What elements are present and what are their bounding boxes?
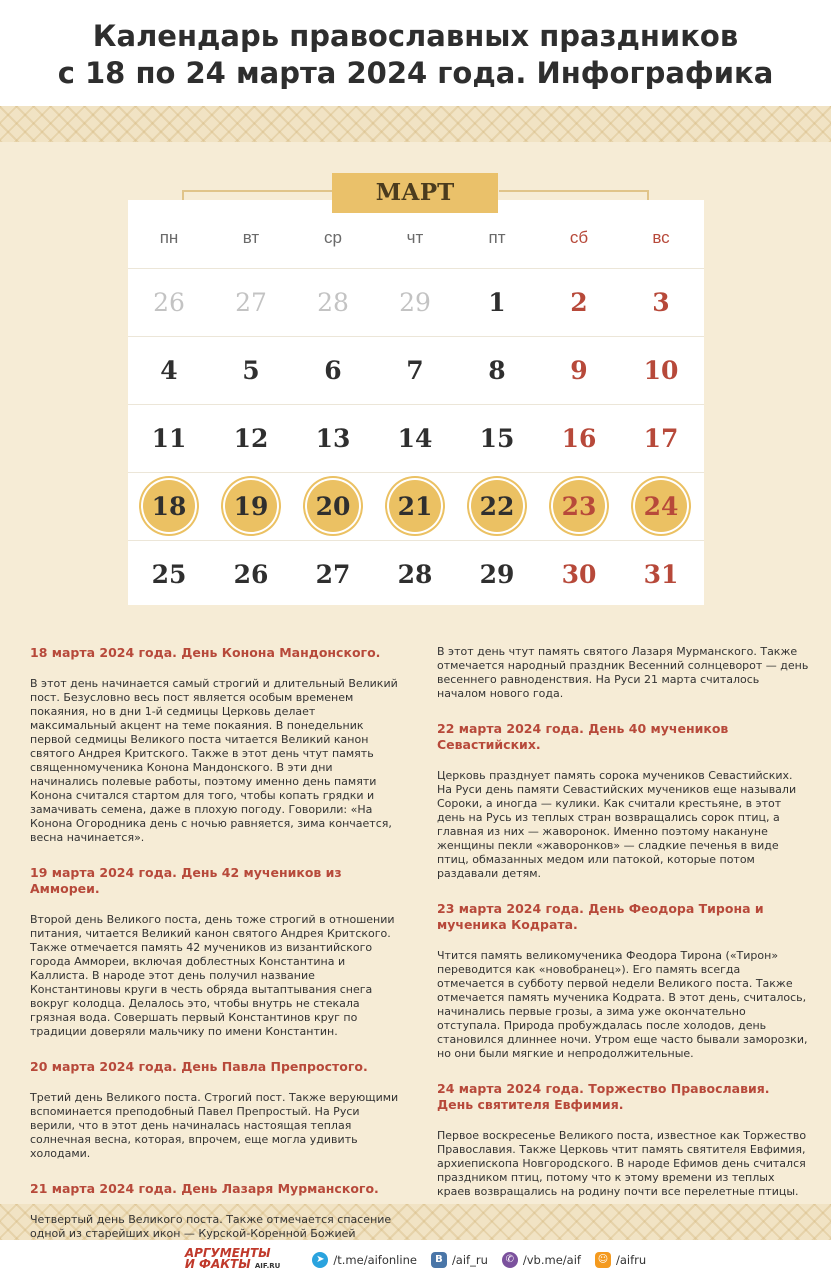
day-number: 15 bbox=[479, 423, 515, 453]
calendar-week-row bbox=[128, 336, 704, 404]
day-number: 27 bbox=[235, 287, 267, 317]
holiday-entry bbox=[437, 721, 809, 881]
vk-icon: B bbox=[431, 1252, 447, 1268]
entry-title: 18 марта 2024 года. День Конона Мандонского. bbox=[30, 645, 381, 660]
day-number: 2 bbox=[570, 287, 588, 317]
calendar-day-highlighted bbox=[210, 472, 292, 540]
day-number: 11 bbox=[151, 423, 187, 453]
calendar-day bbox=[456, 336, 538, 404]
social-link-text: /t.me/aifonline bbox=[333, 1253, 417, 1267]
calendar-day-highlighted bbox=[292, 472, 374, 540]
calendar-day bbox=[538, 404, 620, 472]
weekday-label: ср bbox=[324, 228, 342, 247]
day-number: 23 bbox=[561, 491, 597, 521]
day-number: 7 bbox=[406, 355, 424, 385]
calendar-day-highlighted bbox=[620, 472, 702, 540]
entry-text: Второй день Великого поста, день тоже строгий в отношении питания, читается Великий канон святого Андрея Критского. Также отмечается память 42 мучеников из византийского города Аммореи, включая доблестных Константина и Каллиста. В народе этот день получил название Константиновы круги в честь обряда вытаптывания снега вокруг колодца. Делалось это, чтобы внутрь не стекала грязная вода. Совершать первый Константинов круг по традиции доверяли мальчику по имени Константин. bbox=[30, 913, 395, 1038]
day-number: 20 bbox=[315, 491, 351, 521]
day-number: 12 bbox=[233, 423, 269, 453]
calendar-day bbox=[456, 404, 538, 472]
holiday-entry bbox=[30, 865, 402, 1039]
title-line-2: с 18 по 24 марта 2024 года. Инфографика bbox=[57, 56, 774, 90]
calendar-day bbox=[292, 336, 374, 404]
calendar-day bbox=[374, 404, 456, 472]
entry-title: 24 марта 2024 года. Торжество Православия. День святителя Евфимия. bbox=[437, 1081, 770, 1112]
day-number: 3 bbox=[652, 287, 670, 317]
calendar-day bbox=[374, 540, 456, 608]
calendar-grid bbox=[128, 200, 704, 605]
calendar-day bbox=[210, 404, 292, 472]
calendar-week-row bbox=[128, 404, 704, 472]
day-number: 17 bbox=[643, 423, 679, 453]
day-number: 25 bbox=[151, 559, 187, 589]
entry-title: 21 марта 2024 года. День Лазаря Мурманского. bbox=[30, 1181, 379, 1196]
logo-line-2: И ФАКТЫ AIF.RU bbox=[184, 1257, 281, 1271]
day-number: 9 bbox=[570, 355, 588, 385]
entry-text: Чтится память великомученика Феодора Тирона («Тирон» переводится как «новобранец»). Его память всегда отмечается в субботу первой недели Великого поста. Также отмечается память мученика Кодрата. В этот день, считалось, начинались первые грозы, а зима уже окончательно отступала. Природа пробуждалась после холодов, день становился длиннее ночи. Утром еще часто бывали заморозки, но они были мягкие и непродолжительные. bbox=[437, 949, 808, 1060]
calendar-day bbox=[128, 540, 210, 608]
month-banner: МАРТ bbox=[332, 173, 498, 213]
calendar-day bbox=[620, 268, 702, 336]
calendar-day bbox=[128, 268, 210, 336]
calendar-day-highlighted bbox=[374, 472, 456, 540]
calendar-day-highlighted bbox=[538, 472, 620, 540]
calendar-day bbox=[538, 268, 620, 336]
calendar-day bbox=[292, 404, 374, 472]
day-number: 31 bbox=[643, 559, 679, 589]
weekday-label: сб bbox=[569, 228, 589, 247]
calendar-week-row bbox=[128, 268, 704, 336]
entry-title: 23 марта 2024 года. День Феодора Тирона и мученика Кодрата. bbox=[437, 901, 764, 932]
day-number: 19 bbox=[233, 491, 269, 521]
holiday-entry bbox=[30, 645, 402, 845]
holiday-entry bbox=[437, 901, 809, 1061]
entry-text: Первое воскресенье Великого поста, известное как Торжество Православия. Также Церковь чтит память святителя Евфимия, архиепископа Новгородского. В народе Ефимов день считался праздником птиц, потому что к этому времени из теплых краев возвращались на родину почти все перелетные птицы. bbox=[437, 1129, 807, 1198]
day-number: 8 bbox=[488, 355, 506, 385]
entry-title: 19 марта 2024 года. День 42 мучеников из Аммореи. bbox=[30, 865, 342, 896]
day-number: 27 bbox=[315, 559, 351, 589]
page-title bbox=[0, 18, 831, 92]
social-link-telegram[interactable] bbox=[312, 1252, 417, 1268]
ornament-border-top bbox=[0, 106, 831, 142]
weekday-label: вт bbox=[242, 228, 260, 247]
telegram-icon: ➤ bbox=[312, 1252, 328, 1268]
day-number: 24 bbox=[643, 491, 679, 521]
calendar-day bbox=[210, 336, 292, 404]
calendar-day bbox=[538, 540, 620, 608]
social-link-viber[interactable] bbox=[502, 1252, 581, 1268]
text-column-left bbox=[30, 645, 402, 1275]
viber-icon: ✆ bbox=[502, 1252, 518, 1268]
entry-text: Третий день Великого поста. Строгий пост. Также верующими вспоминается преподобный Павел Препростый. На Руси верили, что в этот день начиналась настоящая теплая солнечная весна, которая, впрочем, еще могла удивить холодами. bbox=[30, 1091, 399, 1160]
social-link-vk[interactable] bbox=[431, 1252, 488, 1268]
social-link-text: /vb.me/aif bbox=[522, 1253, 581, 1267]
day-number: 16 bbox=[561, 423, 597, 453]
weekday-header bbox=[128, 228, 704, 258]
day-number: 28 bbox=[317, 287, 349, 317]
calendar-day bbox=[620, 540, 702, 608]
weekday-label: вс bbox=[652, 228, 670, 247]
calendar-day bbox=[374, 268, 456, 336]
calendar-week-row bbox=[128, 472, 704, 540]
aif-logo[interactable] bbox=[185, 1248, 281, 1272]
day-number: 22 bbox=[479, 491, 515, 521]
day-number: 14 bbox=[397, 423, 433, 453]
day-number: 1 bbox=[488, 287, 506, 317]
calendar-day bbox=[620, 336, 702, 404]
day-number: 30 bbox=[561, 559, 597, 589]
calendar-day bbox=[538, 336, 620, 404]
social-link-text: /aifru bbox=[615, 1253, 647, 1267]
weekday-label: пт bbox=[488, 228, 506, 247]
entry-title: 20 марта 2024 года. День Павла Препростого. bbox=[30, 1059, 368, 1074]
calendar-day bbox=[456, 268, 538, 336]
day-number: 4 bbox=[160, 355, 178, 385]
day-number: 5 bbox=[242, 355, 260, 385]
holiday-entry bbox=[437, 1081, 809, 1199]
logo-line-1: АРГУМЕНТЫ bbox=[184, 1246, 271, 1260]
social-link-ok[interactable] bbox=[595, 1252, 646, 1268]
social-link-text: /aif_ru bbox=[451, 1253, 488, 1267]
day-number: 18 bbox=[151, 491, 187, 521]
day-number: 6 bbox=[324, 355, 342, 385]
entry-title: 22 марта 2024 года. День 40 мучеников Севастийских. bbox=[437, 721, 729, 752]
calendar-day-highlighted bbox=[456, 472, 538, 540]
odnoklassniki-icon: ☺ bbox=[595, 1252, 611, 1268]
day-number: 26 bbox=[153, 287, 185, 317]
calendar-day bbox=[128, 336, 210, 404]
calendar-day bbox=[620, 404, 702, 472]
calendar-day bbox=[128, 404, 210, 472]
day-number: 29 bbox=[479, 559, 515, 589]
entry-text: В этот день начинается самый строгий и длительный Великий пост. Безусловно весь пост является особым временем покаяния, но в дни 1-й седмицы Церковь делает максимальный акцент на теме покаяния. В понедельник первой седмицы Великого поста читается Великий канон святого Андрея Критского. Также в этот день чтут память священномученика Конона Мандонского. В эти дни начинались полевые работы, поэтому именно день памяти Конона считался стартом для того, чтобы копать грядки и замачивать семена, даже в плохую погоду. Говорили: «На Конона Огородника день с ночью равняется, зима кончается, весна начинается». bbox=[30, 677, 398, 844]
calendar-day-highlighted bbox=[128, 472, 210, 540]
entry-text: В этот день чтут память святого Лазаря Мурманского. Также отмечается народный праздник Весенний солнцеворот — день весеннего равноденствия. На Руси 21 марта считалось началом нового года. bbox=[437, 645, 809, 700]
text-column-right bbox=[437, 645, 809, 1219]
calendar-day bbox=[456, 540, 538, 608]
calendar-day bbox=[374, 336, 456, 404]
calendar-day bbox=[292, 268, 374, 336]
calendar-week-row bbox=[128, 540, 704, 608]
day-number: 29 bbox=[399, 287, 431, 317]
calendar-day bbox=[210, 540, 292, 608]
weekday-label: чт bbox=[406, 228, 424, 247]
day-number: 10 bbox=[643, 355, 679, 385]
day-number: 21 bbox=[397, 491, 433, 521]
calendar-day bbox=[210, 268, 292, 336]
holiday-entry bbox=[30, 1059, 402, 1161]
footer-bar bbox=[0, 1240, 831, 1280]
entry-text: Церковь празднует память сорока мучеников Севастийских. На Руси день памяти Севастийских мучеников еще называли Сороки, а иногда — кулики. Как считали крестьяне, в этот день на Русь из теплых стран возвращались сорок птиц, а главная из них — жаворонок. Именно поэтому накануне женщины пекли «жаворонков» — сладкие печенья в виде птиц, обмазанных медом или патокой, которые потом раздавали детям. bbox=[437, 769, 797, 880]
calendar-day bbox=[292, 540, 374, 608]
holiday-entry-continued bbox=[437, 645, 809, 701]
day-number: 28 bbox=[397, 559, 433, 589]
day-number: 13 bbox=[315, 423, 351, 453]
entry-text: Четвертый день Великого поста. Также отмечается спасение одной из старейших икон — Курской-Коренной Божией bbox=[30, 1213, 392, 1240]
title-line-1: Календарь православных праздников bbox=[92, 19, 739, 53]
weekday-label: пн bbox=[159, 228, 179, 247]
day-number: 26 bbox=[233, 559, 269, 589]
